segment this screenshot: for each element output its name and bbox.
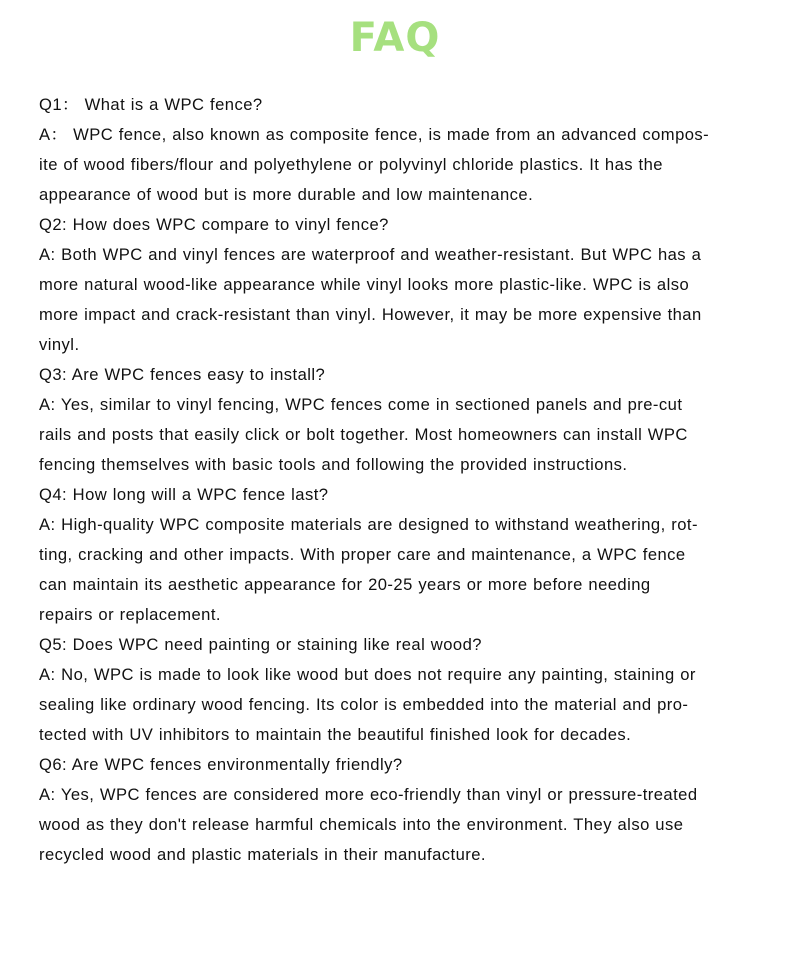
page-title: FAQ xyxy=(349,15,441,61)
faq-item-1 xyxy=(39,90,767,210)
faq-answer-line: A: Both WPC and vinyl fences are waterproof and weather-resistant. But WPC has a xyxy=(39,245,702,264)
faq-answer-line: more impact and crack-resistant than vinyl. However, it may be more expensive than xyxy=(39,305,702,324)
faq-answer-line: appearance of wood but is more durable and low maintenance. xyxy=(39,185,534,204)
faq-answer-line: A: Yes, similar to vinyl fencing, WPC fences come in sectioned panels and pre-cut xyxy=(39,395,683,414)
faq-answer-line: ting, cracking and other impacts. With proper care and maintenance, a WPC fence xyxy=(39,545,686,564)
faq-answer-line: A: No, WPC is made to look like wood but does not require any painting, staining or xyxy=(39,665,696,684)
faq-question: Q5: Does WPC need painting or staining like real wood? xyxy=(39,635,482,654)
faq-answer-line: recycled wood and plastic materials in their manufacture. xyxy=(39,845,486,864)
faq-question: Q1： What is a WPC fence? xyxy=(39,95,263,114)
faq-item-3 xyxy=(39,360,767,480)
faq-item-4 xyxy=(39,480,767,630)
faq-answer-line: sealing like ordinary wood fencing. Its color is embedded into the material and pro- xyxy=(39,695,689,714)
faq-answer-line: more natural wood-like appearance while vinyl looks more plastic-like. WPC is also xyxy=(39,275,690,294)
faq-item-5 xyxy=(39,630,767,750)
faq-question: Q4: How long will a WPC fence last? xyxy=(39,485,329,504)
faq-answer-line: ite of wood fibers/flour and polyethylene or polyvinyl chloride plastics. It has the xyxy=(39,155,663,174)
faq-answer-line: A： WPC fence, also known as composite fence, is made from an advanced compos- xyxy=(39,125,710,144)
faq-item-2 xyxy=(39,210,767,360)
faq-answer-line: rails and posts that easily click or bolt together. Most homeowners can install WPC xyxy=(39,425,688,444)
faq-answer-line: A: High-quality WPC composite materials are designed to withstand weathering, rot- xyxy=(39,515,698,534)
faq-list xyxy=(39,90,767,870)
faq-question: Q2: How does WPC compare to vinyl fence? xyxy=(39,215,389,234)
faq-answer-line: fencing themselves with basic tools and following the provided instructions. xyxy=(39,455,628,474)
faq-question: Q3: Are WPC fences easy to install? xyxy=(39,365,326,384)
faq-answer-line: tected with UV inhibitors to maintain the beautiful finished look for decades. xyxy=(39,725,632,744)
faq-item-6 xyxy=(39,750,767,870)
faq-answer-line: can maintain its aesthetic appearance for 20-25 years or more before needing xyxy=(39,575,651,594)
faq-question: Q6: Are WPC fences environmentally friendly? xyxy=(39,755,403,774)
faq-answer-line: repairs or replacement. xyxy=(39,605,221,624)
faq-answer-line: vinyl. xyxy=(39,335,80,354)
faq-answer-line: wood as they don't release harmful chemicals into the environment. They also use xyxy=(39,815,684,834)
faq-answer-line: A: Yes, WPC fences are considered more eco-friendly than vinyl or pressure-treated xyxy=(39,785,698,804)
